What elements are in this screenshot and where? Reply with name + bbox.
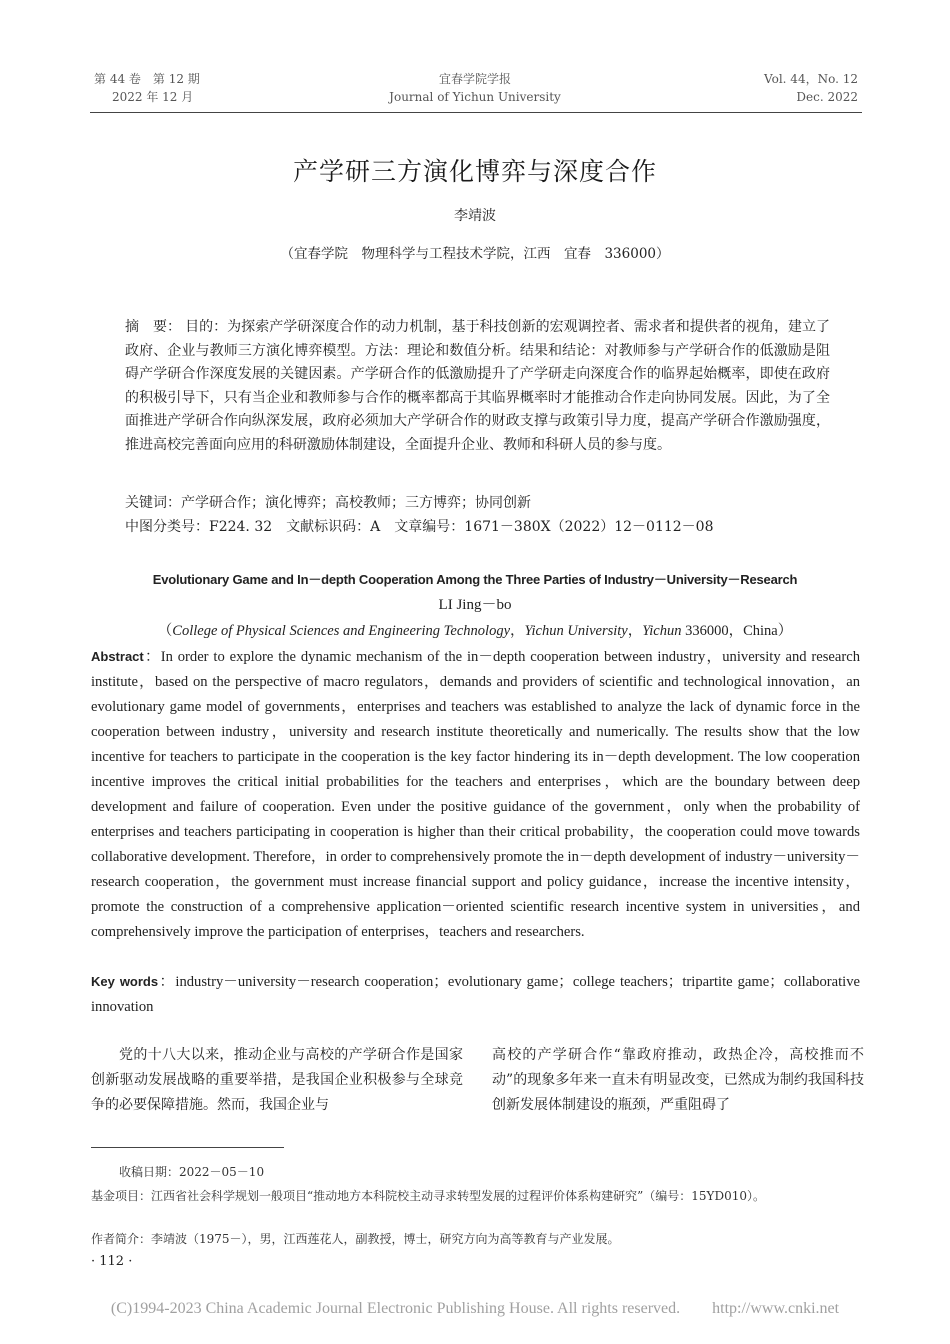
affil-sep: ， (510, 623, 525, 639)
abstract-cn (125, 316, 830, 457)
abstract-en (91, 644, 860, 945)
body-column-left: 党的十八大以来，推动企业与高校的产学研合作是国家创新驱动发展战略的重要举措，是我国企业积极参与全球竞争的必要保障措施。然而，我国企业与 (91, 1047, 463, 1113)
affil-college: College of Physical Sciences and Engineering Technology (172, 623, 511, 639)
keywords-en-text: ：industry－university－research cooperation；evolutionary game；college teachers；tripartite game；collaborative innovation (91, 974, 860, 1015)
keywords-cn (125, 492, 830, 515)
keywords-en-label: Key words (91, 974, 159, 989)
issue-date-en: Dec. 2022 (796, 90, 858, 104)
copyright-watermark: (C)1994-2023 China Academic Journal Electronic Publishing House. All rights reserved. http://www.cnki.net (110, 1300, 840, 1317)
issue-date: 2022 年 12 月 (112, 90, 194, 104)
header-rule (90, 112, 862, 113)
footnote-funding: 基金项目：江西省社会科学规划一般项目“推动地方本科院校主动寻求转型发展的过程评价体系构建研究”（编号：15YD010）。 (91, 1189, 765, 1203)
document-code: 文献标识码：A (286, 519, 381, 535)
article-number: 文章编号：1671－380X（2022）12－0112－08 (394, 519, 714, 535)
abstract-en-label: Abstract (91, 649, 144, 664)
abstract-cn-text: 目的：为探索产学研深度合作的动力机制，基于科技创新的宏观调控者、需求者和提供者的视角，建立了政府、企业与教师三方演化博弈模型。方法：理论和数值分析。结果和结论：对教师参与产学研合作的低激励是阻碍产学研合作深度发展的关键因素。产学研合作的低激励提升了产学研走向深度合作的临界起始概率，即使在政府的积极引导下，只有当企业和教师参与合作的概率都高于其临界概率时才能推动合作走向协同发展。因此，为了全面推进产学研合作向纵深发展，政府必须加大产学研合作的财政支撑与政策引导力度，提高产学研合作激励强度，推进高校完善面向应用的科研激励体制建设，全面提升企业、教师和科研人员的参与度。 (125, 319, 831, 453)
classification-line (125, 516, 830, 539)
volume-issue-en: Vol. 44，No. 12 (764, 72, 858, 86)
affil-sep: ， (627, 623, 643, 639)
abstract-cn-label: 摘 要： (125, 319, 182, 335)
clc-number: 中图分类号：F224. 32 (125, 519, 273, 535)
author-affiliation: （宜春学院 物理科学与工程技术学院，江西 宜春 336000） (280, 246, 670, 262)
keywords-en (91, 969, 860, 1020)
author-affiliation-en (0, 619, 950, 640)
footnote-received-date: 收稿日期：2022－05－10 (119, 1165, 265, 1179)
author-name: 李靖波 (454, 208, 496, 224)
affil-city: Yichun (642, 623, 682, 639)
keywords-cn-label: 关键词： (125, 495, 181, 511)
journal-issue-info-en (764, 70, 858, 106)
affil-open-paren: （ (157, 623, 173, 639)
affil-postcode-country: 336000，China） (681, 623, 793, 639)
footnote-author-bio: 作者简介：李靖波（1975－），男，江西莲花人，副教授，博士，研究方向为高等教育与产业发展。 (91, 1232, 620, 1246)
page-number: · 112 · (91, 1254, 133, 1269)
keywords-cn-text: 产学研合作；演化博弈；高校教师；三方博弈；协同创新 (181, 495, 531, 511)
body-column-right: 高校的产学研合作“靠政府推动，政热企冷，高校推而不动”的现象多年来一直未有明显改变，已然成为制约我国科技创新发展体制建设的瓶颈，严重阻碍了 (492, 1047, 864, 1113)
journal-name-en: Journal of Yichun University (389, 90, 561, 104)
affil-university: Yichun University (524, 623, 628, 639)
volume-issue: 第 44 卷 第 12 期 (94, 72, 200, 86)
paper-title: 产学研三方演化博弈与深度合作 (292, 157, 657, 186)
author-name-en: LI Jing－bo (438, 597, 512, 613)
journal-name-cn: 宜春学院学报 (438, 72, 511, 86)
abstract-en-text: ：In order to explore the dynamic mechanism of the in－depth cooperation between industry，university and research institute，based on the perspective of macro regulators，demands and providers of scientific and technological innovation，an evolutionary game model of governments，enterprises and teachers was established to analyze the lack of dynamic force in the cooperation between industry，university and research institute theoretically and numerically. The results show that the low incentive for teachers to participate in the cooperation is the key factor hindering its in－depth development. The low cooperation incentive improves the critical initial probabilities for the teachers and enterprises，which are the boundary between deep development and failure of cooperation. Even under the positive guidance of the government，only when the probability of enterprises and teachers participating in cooperation is higher than their critical probability，the cooperation could move towards collaborative development. Therefore，in order to comprehensively promote the in－depth development of industry－university－research cooperation，the government must increase financial support and policy guidance，increase the incentive intensity，promote the construction of a comprehensive application－oriented scientific research incentive system in universities，and comprehensively improve the participation of enterprises，teachers and researchers. (91, 649, 860, 940)
paper-title-en: Evolutionary Game and In－depth Cooperation Among the Three Parties of Industry－University－Research (152, 572, 798, 587)
footnote-rule (91, 1147, 284, 1148)
